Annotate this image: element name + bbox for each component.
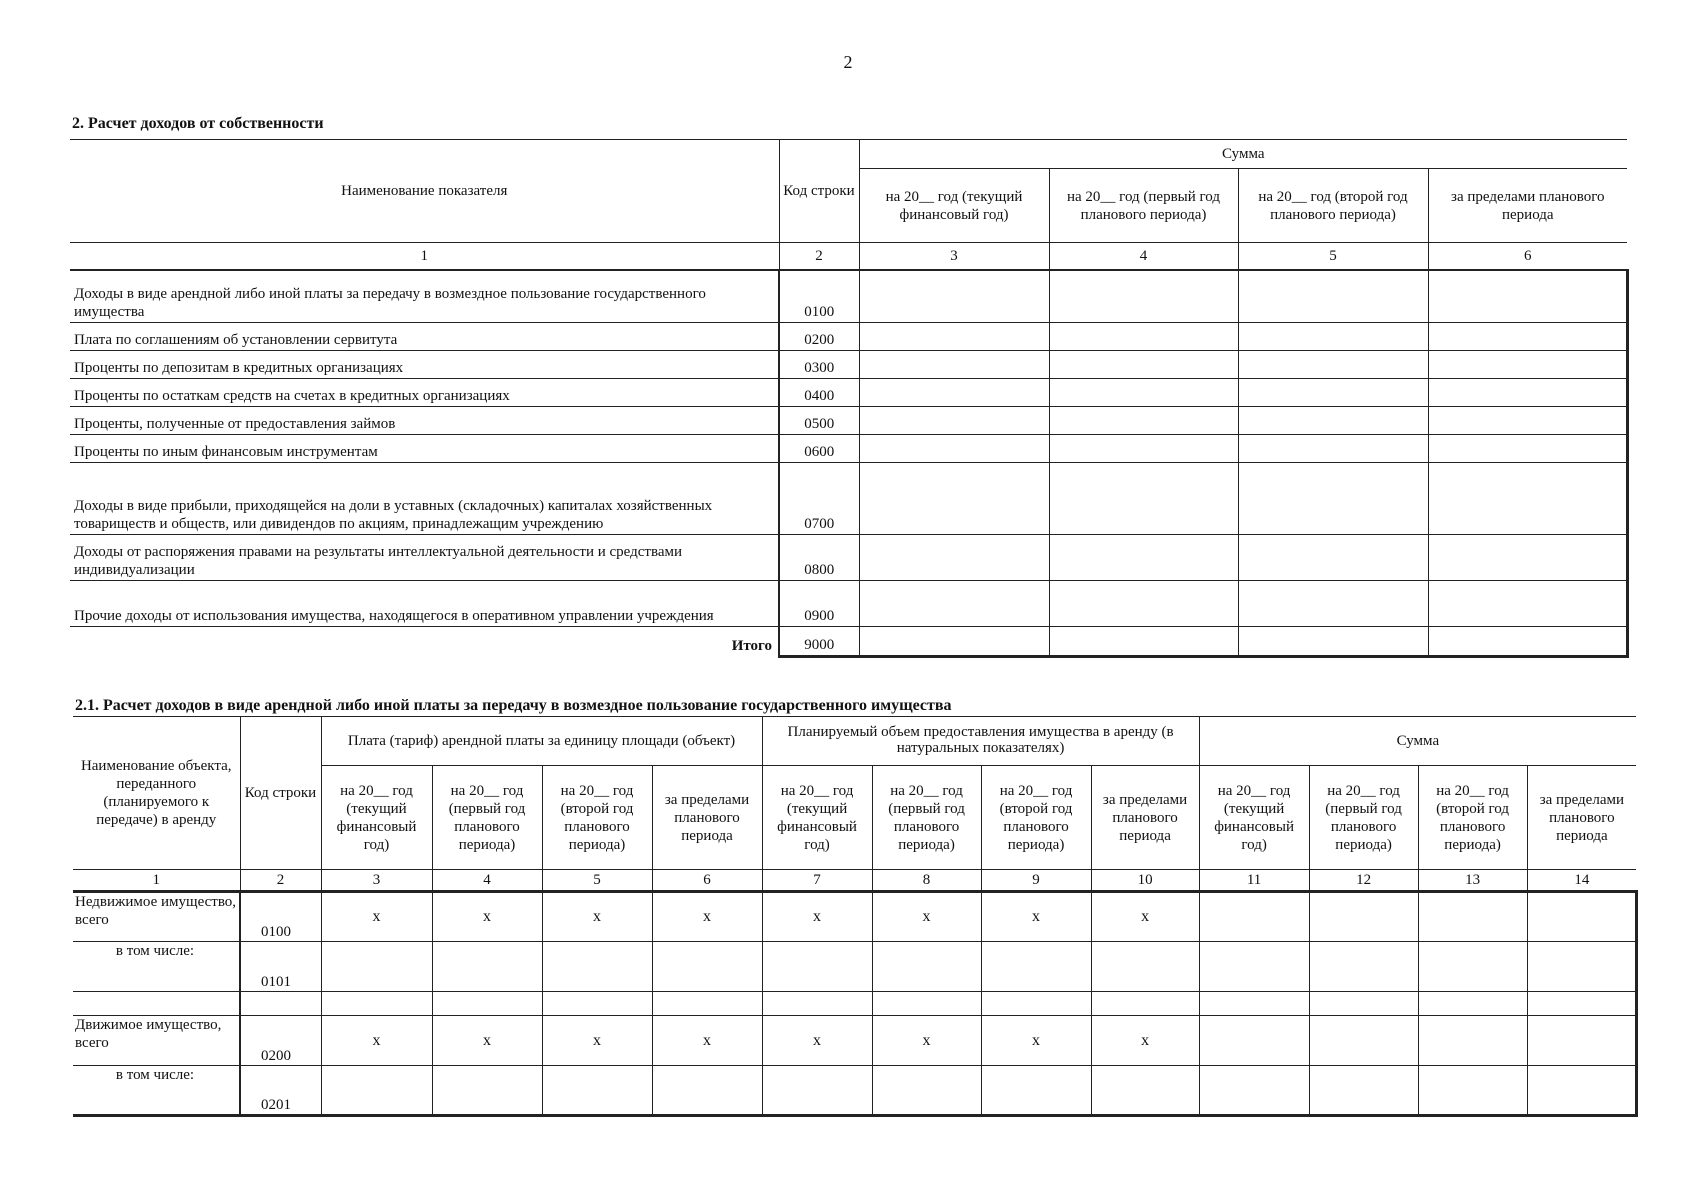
row-name: Проценты, полученные от предоставления займов xyxy=(70,406,779,434)
rate-year-current: на 20__ год (текущий финансовый год) xyxy=(321,766,432,870)
value-cell[interactable] xyxy=(1049,626,1238,656)
row-code: 0700 xyxy=(779,462,859,534)
col-number-1: 1 xyxy=(73,870,240,892)
col-number-4: 4 xyxy=(1049,243,1238,271)
rate-year-beyond: за пределами планового периода xyxy=(652,766,762,870)
na-mark: x xyxy=(542,892,652,942)
value-cell[interactable] xyxy=(1199,1016,1309,1066)
table-row xyxy=(73,892,1636,942)
value-cell[interactable] xyxy=(981,992,1091,1016)
table-row xyxy=(70,350,1627,378)
value-cell[interactable] xyxy=(432,942,542,992)
table-row xyxy=(70,462,1627,534)
value-cell[interactable] xyxy=(1428,534,1627,580)
value-cell[interactable] xyxy=(652,992,762,1016)
value-cell[interactable] xyxy=(762,992,872,1016)
value-cell[interactable] xyxy=(1049,270,1238,322)
value-cell[interactable] xyxy=(1049,434,1238,462)
table-row xyxy=(70,406,1627,434)
row-name: в том числе: xyxy=(73,1066,240,1116)
row-name: Доходы от распоряжения правами на результаты интеллектуальной деятельности и средствами индивидуализации xyxy=(70,534,779,580)
row-code: 0201 xyxy=(240,1066,321,1116)
na-mark: x xyxy=(762,1016,872,1066)
row-code: 0101 xyxy=(240,942,321,992)
indicator-name-header: Наименование показателя xyxy=(70,140,779,243)
na-mark: x xyxy=(652,1016,762,1066)
value-cell[interactable] xyxy=(652,942,762,992)
value-cell[interactable] xyxy=(1199,892,1309,942)
col-number-3: 3 xyxy=(321,870,432,892)
col-number-5: 5 xyxy=(542,870,652,892)
value-cell[interactable] xyxy=(872,942,981,992)
value-cell[interactable] xyxy=(762,942,872,992)
value-cell[interactable] xyxy=(1049,534,1238,580)
col-number-13: 13 xyxy=(1418,870,1527,892)
rate-year-second-plan: на 20__ год (второй год планового периода) xyxy=(542,766,652,870)
col-number-14: 14 xyxy=(1527,870,1636,892)
col-number-7: 7 xyxy=(762,870,872,892)
col-number-9: 9 xyxy=(981,870,1091,892)
row-code: 0100 xyxy=(240,892,321,942)
na-mark: x xyxy=(542,1016,652,1066)
value-cell[interactable] xyxy=(1428,270,1627,322)
na-mark: x xyxy=(981,1016,1091,1066)
na-mark: x xyxy=(1091,892,1199,942)
value-cell[interactable] xyxy=(1309,1016,1418,1066)
value-cell[interactable] xyxy=(1238,322,1428,350)
section-2-title: 2. Расчет доходов от собственности xyxy=(72,115,324,132)
value-cell[interactable] xyxy=(859,270,1049,322)
planned-volume-header: Планируемый объем предоставления имущества в аренду (в натуральных показателях) xyxy=(762,717,1199,766)
empty-cell xyxy=(73,992,240,1016)
row-code: 0100 xyxy=(779,270,859,322)
rent-income-table xyxy=(73,716,1638,1117)
value-cell[interactable] xyxy=(1309,892,1418,942)
value-cell[interactable] xyxy=(762,1066,872,1116)
row-code-header: Код строки xyxy=(779,140,859,243)
row-name: Доходы в виде арендной либо иной платы за передачу в возмездное пользование государственного имущества xyxy=(70,270,779,322)
na-mark: x xyxy=(981,892,1091,942)
value-cell[interactable] xyxy=(859,378,1049,406)
col-number-5: 5 xyxy=(1238,243,1428,271)
income-from-property-table xyxy=(70,139,1629,658)
value-cell[interactable] xyxy=(1049,462,1238,534)
value-cell[interactable] xyxy=(1428,378,1627,406)
value-cell[interactable] xyxy=(859,406,1049,434)
row-name: Прочие доходы от использования имущества, находящегося в оперативном управлении учреждения xyxy=(70,580,779,626)
value-cell[interactable] xyxy=(1049,580,1238,626)
value-cell[interactable] xyxy=(1418,992,1527,1016)
row-name: Проценты по остаткам средств на счетах в кредитных организациях xyxy=(70,378,779,406)
col-number-4: 4 xyxy=(432,870,542,892)
value-cell[interactable] xyxy=(1428,626,1627,656)
value-cell[interactable] xyxy=(981,942,1091,992)
value-cell[interactable] xyxy=(1238,378,1428,406)
value-cell[interactable] xyxy=(542,992,652,1016)
value-cell[interactable] xyxy=(1199,1066,1309,1116)
sum-year-first-plan: на 20__ год (первый год планового периода) xyxy=(1309,766,1418,870)
row-code: 0600 xyxy=(779,434,859,462)
na-mark: x xyxy=(762,892,872,942)
row-name: Проценты по иным финансовым инструментам xyxy=(70,434,779,462)
row-code: 0900 xyxy=(779,580,859,626)
na-mark: x xyxy=(1091,1016,1199,1066)
sum-header: Сумма xyxy=(859,140,1627,169)
value-cell[interactable] xyxy=(1418,942,1527,992)
row-name: Доходы в виде прибыли, приходящейся на доли в уставных (складочных) капиталах хозяйственных товариществ и обществ, или дивидендов по акциям, принадлежащим учреждению xyxy=(70,462,779,534)
na-mark: x xyxy=(321,1016,432,1066)
value-cell[interactable] xyxy=(1238,434,1428,462)
row-code: 0200 xyxy=(779,322,859,350)
value-cell[interactable] xyxy=(1418,1066,1527,1116)
value-cell[interactable] xyxy=(1527,992,1636,1016)
value-cell[interactable] xyxy=(1527,942,1636,992)
value-cell[interactable] xyxy=(1238,580,1428,626)
value-cell[interactable] xyxy=(321,992,432,1016)
total-row xyxy=(70,626,1627,656)
value-cell[interactable] xyxy=(1527,892,1636,942)
value-cell[interactable] xyxy=(1309,942,1418,992)
col-number-2: 2 xyxy=(240,870,321,892)
row-name: Движимое имущество, всего xyxy=(73,1016,240,1066)
value-cell[interactable] xyxy=(1428,434,1627,462)
table-row xyxy=(70,378,1627,406)
value-cell[interactable] xyxy=(1049,406,1238,434)
total-code: 9000 xyxy=(779,626,859,656)
value-cell[interactable] xyxy=(1428,406,1627,434)
row-name: Плата по соглашениям об установлении сервитута xyxy=(70,322,779,350)
na-mark: x xyxy=(652,892,762,942)
row-code: 0200 xyxy=(240,1016,321,1066)
rate-year-first-plan: на 20__ год (первый год планового периода) xyxy=(432,766,542,870)
sum-year-second-plan: на 20__ год (второй год планового периода) xyxy=(1418,766,1527,870)
na-mark: x xyxy=(872,1016,981,1066)
table-row xyxy=(73,1066,1636,1116)
value-cell[interactable] xyxy=(859,580,1049,626)
value-cell[interactable] xyxy=(859,626,1049,656)
value-cell[interactable] xyxy=(1091,1066,1199,1116)
page-number: 2 xyxy=(843,52,853,72)
volume-year-beyond: за пределами планового периода xyxy=(1091,766,1199,870)
row-name: Проценты по депозитам в кредитных организациях xyxy=(70,350,779,378)
value-cell[interactable] xyxy=(1309,1066,1418,1116)
sum-header: Сумма xyxy=(1199,717,1636,766)
volume-year-first-plan: на 20__ год (первый год планового периода) xyxy=(872,766,981,870)
value-cell[interactable] xyxy=(652,1066,762,1116)
value-cell[interactable] xyxy=(321,1066,432,1116)
volume-year-current: на 20__ год (текущий финансовый год) xyxy=(762,766,872,870)
total-label: Итого xyxy=(70,626,779,656)
value-cell[interactable] xyxy=(1238,350,1428,378)
rent-rate-header: Плата (тариф) арендной платы за единицу площади (объект) xyxy=(321,717,762,766)
volume-year-second-plan: на 20__ год (второй год планового периода) xyxy=(981,766,1091,870)
value-cell[interactable] xyxy=(872,1066,981,1116)
value-cell[interactable] xyxy=(1418,1016,1527,1066)
year-col-first-plan: на 20__ год (первый год планового периода) xyxy=(1049,169,1238,243)
row-code-header: Код строки xyxy=(240,717,321,870)
table-row xyxy=(70,534,1627,580)
col-number-8: 8 xyxy=(872,870,981,892)
value-cell[interactable] xyxy=(859,322,1049,350)
value-cell[interactable] xyxy=(1199,942,1309,992)
value-cell[interactable] xyxy=(1091,942,1199,992)
row-code: 0500 xyxy=(779,406,859,434)
col-number-6: 6 xyxy=(1428,243,1627,271)
value-cell[interactable] xyxy=(1049,350,1238,378)
col-number-1: 1 xyxy=(70,243,779,271)
value-cell[interactable] xyxy=(542,942,652,992)
value-cell[interactable] xyxy=(1428,322,1627,350)
object-name-header: Наименование объекта, переданного (планируемого к передаче) в аренду xyxy=(73,717,240,870)
value-cell[interactable] xyxy=(1418,892,1527,942)
sum-year-current: на 20__ год (текущий финансовый год) xyxy=(1199,766,1309,870)
col-number-12: 12 xyxy=(1309,870,1418,892)
table-row xyxy=(73,992,1636,1016)
value-cell[interactable] xyxy=(1428,580,1627,626)
value-cell[interactable] xyxy=(872,992,981,1016)
row-code: 0300 xyxy=(779,350,859,378)
value-cell[interactable] xyxy=(1199,992,1309,1016)
value-cell[interactable] xyxy=(1238,406,1428,434)
na-mark: x xyxy=(321,892,432,942)
na-mark: x xyxy=(432,892,542,942)
value-cell[interactable] xyxy=(1238,270,1428,322)
table-row xyxy=(70,434,1627,462)
value-cell[interactable] xyxy=(981,1066,1091,1116)
row-code: 0400 xyxy=(779,378,859,406)
value-cell[interactable] xyxy=(1309,992,1418,1016)
table-row xyxy=(73,942,1636,992)
col-number-10: 10 xyxy=(1091,870,1199,892)
col-number-6: 6 xyxy=(652,870,762,892)
year-col-current: на 20__ год (текущий финансовый год) xyxy=(859,169,1049,243)
value-cell[interactable] xyxy=(859,534,1049,580)
value-cell[interactable] xyxy=(859,350,1049,378)
na-mark: x xyxy=(872,892,981,942)
value-cell[interactable] xyxy=(1527,1016,1636,1066)
year-col-beyond: за пределами планового периода xyxy=(1428,169,1627,243)
col-number-11: 11 xyxy=(1199,870,1309,892)
empty-cell xyxy=(240,992,321,1016)
value-cell[interactable] xyxy=(432,1066,542,1116)
col-number-3: 3 xyxy=(859,243,1049,271)
value-cell[interactable] xyxy=(542,1066,652,1116)
col-number-2: 2 xyxy=(779,243,859,271)
value-cell[interactable] xyxy=(1428,462,1627,534)
row-name: Недвижимое имущество, всего xyxy=(73,892,240,942)
value-cell[interactable] xyxy=(1238,626,1428,656)
table-row xyxy=(70,580,1627,626)
row-name: в том числе: xyxy=(73,942,240,992)
value-cell[interactable] xyxy=(1049,378,1238,406)
table-row xyxy=(70,270,1627,322)
value-cell[interactable] xyxy=(1238,462,1428,534)
section-2-1-title: 2.1. Расчет доходов в виде арендной либо иной платы за передачу в возмездное пользование государственного имущества xyxy=(75,697,952,714)
value-cell[interactable] xyxy=(1428,350,1627,378)
table-row xyxy=(70,322,1627,350)
value-cell[interactable] xyxy=(321,942,432,992)
value-cell[interactable] xyxy=(1049,322,1238,350)
value-cell[interactable] xyxy=(432,992,542,1016)
na-mark: x xyxy=(432,1016,542,1066)
sum-year-beyond: за пределами планового периода xyxy=(1527,766,1636,870)
value-cell[interactable] xyxy=(859,462,1049,534)
year-col-second-plan: на 20__ год (второй год планового периода) xyxy=(1238,169,1428,243)
table-row xyxy=(73,1016,1636,1066)
value-cell[interactable] xyxy=(1238,534,1428,580)
row-code: 0800 xyxy=(779,534,859,580)
value-cell[interactable] xyxy=(1091,992,1199,1016)
value-cell[interactable] xyxy=(859,434,1049,462)
value-cell[interactable] xyxy=(1527,1066,1636,1116)
